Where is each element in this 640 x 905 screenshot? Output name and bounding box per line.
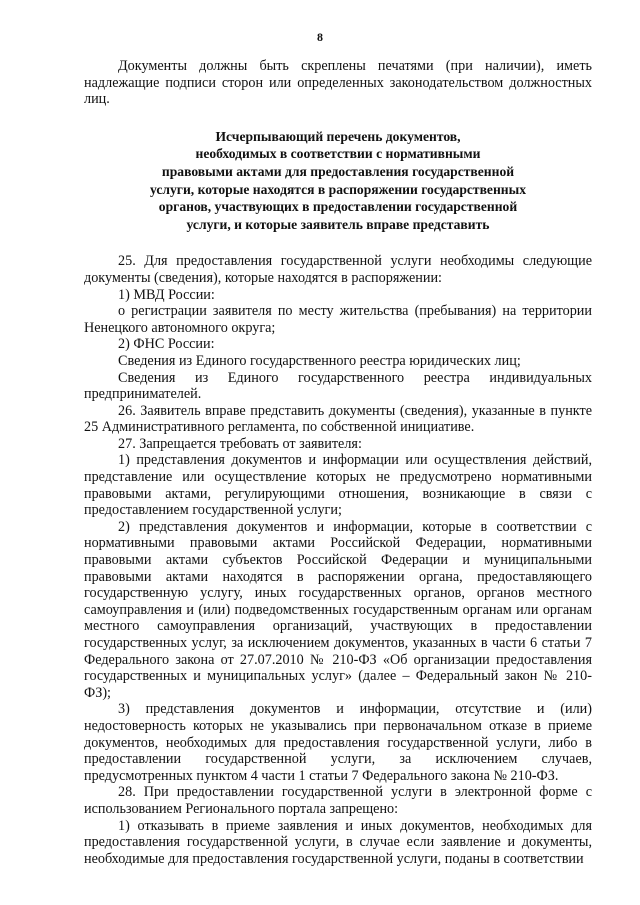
- heading-line: необходимых в соответствии с нормативными: [195, 146, 481, 162]
- heading-line: правовыми актами для предоставления государственной: [161, 163, 515, 179]
- heading-line: услуги, и которые заявитель вправе представить: [186, 216, 490, 232]
- paragraph-25-item-1: 1) МВД России:: [118, 286, 215, 303]
- paragraph-25: 25. Для предоставления государственной услуги необходимы следующие документы (сведения), которые находятся в распоряжении:: [84, 253, 592, 286]
- paragraph-27-item-3: 3) представления документов и информации, отсутствие и (или) недостоверность которых не указывались при первоначальном отказе в приеме документов, необходимых для предоставления государственной услуги, либо в предоставлении государственной услуги, за исключением случаев, предусмотренных пунктом 4 части 1 статьи 7 Федерального закона № 210-ФЗ.: [84, 701, 592, 784]
- paragraph-25-item-2-text-b: Сведения из Единого государственного реестра индивидуальных предпринимателей.: [84, 369, 592, 403]
- paragraph-26: 26. Заявитель вправе представить документы (сведения), указанные в пункте 25 Административного регламента, по собственной инициативе.: [84, 402, 592, 436]
- paragraph-28: 28. При предоставлении государственной услуги в электронной форме с использованием Регионального портала запрещено:: [84, 784, 592, 817]
- intro-paragraph: Документы должны быть скреплены печатями (при наличии), иметь надлежащие подписи сторон или определенных законодательством должностных лиц.: [84, 58, 592, 108]
- paragraph-25-item-1-text: о регистрации заявителя по месту жительства (пребывания) на территории Ненецкого автономного округа;: [84, 303, 592, 336]
- paragraph-27-item-2: 2) представления документов и информации, которые в соответствии с нормативными правовыми актами Российской Федерации, нормативными правовыми актами субъектов Российской Федерации и муниципальными правовыми актами находятся в распоряжении органа, предоставляющего государственную услугу, иных государственных органов, органов местного самоуправления и (или) подведомственных государственным органам или органам местного самоуправления организаций, участвующих в предоставлении государственных услуг, за исключением документов, указанных в части 6 статьи 7 Федерального закона от 27.07.2010 № 210-ФЗ «Об организации предоставления государственных и муниципальных услуг» (далее – Федеральный закон № 210-ФЗ);: [84, 518, 592, 701]
- section-heading: [84, 128, 592, 234]
- heading-line: органов, участвующих в предоставлении государственной: [158, 199, 518, 215]
- paragraph-27: 27. Запрещается требовать от заявителя:: [118, 435, 362, 452]
- document-body: [84, 58, 592, 867]
- heading-line: Исчерпывающий перечень документов,: [215, 128, 461, 144]
- paragraph-25-item-2-text-a: Сведения из Единого государственного реестра юридических лиц;: [118, 352, 521, 369]
- heading-line: услуги, которые находятся в распоряжении государственных: [149, 181, 527, 197]
- page-number: 8: [317, 30, 323, 44]
- paragraph-28-item-1: 1) отказывать в приеме заявления и иных документов, необходимых для предоставления государственной услуги, в случае если заявление и документы, необходимые для предоставления государственной услуги, поданы в соответствии: [84, 817, 592, 867]
- paragraph-25-item-2: 2) ФНС России:: [118, 336, 215, 353]
- paragraph-27-item-1: 1) представления документов и информации или осуществления действий, представление или осуществление которых не предусмотрено нормативными правовыми актами, регулирующими отношения, возникающие в связи с предоставлением государственной услуги;: [84, 452, 592, 519]
